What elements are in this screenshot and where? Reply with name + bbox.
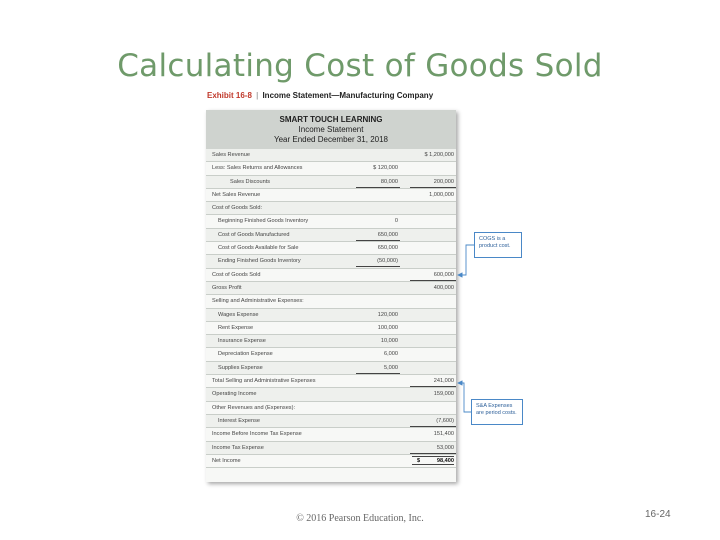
cogs-callout-arrow	[458, 245, 474, 275]
row-amount: 5,000	[358, 365, 398, 371]
row-label: Total Selling and Administrative Expenses	[212, 378, 316, 385]
row-amount: 650,000	[377, 245, 398, 252]
row-amount: 120,000	[377, 311, 398, 318]
row-total: (7,600)	[412, 418, 454, 424]
row-label: Operating Income	[212, 391, 257, 398]
row-label: Cost of Goods Manufactured	[218, 231, 290, 238]
row-label: Supplies Expense	[218, 364, 263, 371]
row-label: Beginning Finished Goods Inventory	[218, 218, 309, 225]
row-total: 1,000,000	[429, 191, 454, 198]
row-label: Cost of Goods Sold	[212, 271, 261, 278]
row-label: Ending Finished Goods Inventory	[218, 258, 301, 265]
row-total: 159,000	[433, 391, 454, 398]
row-label: Less: Sales Returns and Allowances	[212, 165, 303, 172]
row-amount: (50,000)	[358, 258, 398, 264]
row-label: Net Sales Revenue	[212, 191, 261, 198]
row-label: Income Before Income Tax Expense	[212, 431, 302, 438]
row-total: 241,000	[412, 378, 454, 384]
row-amount: $ 120,000	[373, 165, 398, 172]
row-amount: 6,000	[384, 351, 398, 358]
row-amount: 100,000	[377, 324, 398, 331]
row-total: 200,000	[412, 179, 454, 185]
row-label: Gross Profit	[212, 284, 242, 291]
row-label: Depreciation Expense	[218, 351, 273, 358]
row-amount: 0	[394, 218, 398, 225]
row-label: Rent Expense	[218, 324, 254, 331]
row-label: Selling and Administrative Expenses:	[212, 298, 304, 305]
row-total: $ 1,200,000	[424, 152, 454, 158]
row-dollar-sign: $	[417, 457, 421, 464]
copyright-footer: © 2016 Pearson Education, Inc.	[296, 513, 424, 524]
row-label: Insurance Expense	[218, 338, 266, 345]
statement-name: Income Statement	[298, 125, 364, 134]
row-label: Interest Expense	[218, 417, 260, 424]
callout-sga-period-costs: S&A Expenses are period costs.	[471, 399, 523, 425]
row-total: 98,400	[412, 456, 454, 465]
row-label: Sales Revenue	[212, 152, 250, 158]
sga-callout-arrow	[458, 383, 471, 412]
exhibit-title: Income Statement—Manufacturing Company	[262, 91, 434, 100]
row-amount: 650,000	[358, 232, 398, 238]
row-total: 400,000	[433, 284, 454, 291]
row-total: 600,000	[412, 272, 454, 278]
row-label: Income Tax Expense	[212, 444, 264, 451]
callout-cogs-product-cost: COGS is a product cost.	[474, 232, 522, 258]
page-number: 16-24	[645, 509, 671, 520]
statement-period: Year Ended December 31, 2018	[273, 135, 388, 144]
row-label: Cost of Goods Sold:	[212, 205, 263, 212]
exhibit-number: Exhibit 16-8	[207, 91, 252, 100]
row-label: Sales Discounts	[230, 178, 271, 185]
slide-title: Calculating Cost of Goods Sold	[117, 48, 603, 84]
company-name: SMART TOUCH LEARNING	[279, 115, 383, 124]
row-label: Wages Expense	[218, 311, 259, 318]
row-label: Net Income	[212, 457, 241, 464]
row-total: 53,000	[412, 445, 454, 451]
row-label: Cost of Goods Available for Sale	[218, 245, 299, 252]
row-amount: 80,000	[358, 179, 398, 185]
row-amount: 10,000	[380, 338, 398, 345]
row-total: 151,400	[433, 431, 454, 438]
row-label: Other Revenues and (Expenses):	[212, 404, 296, 411]
exhibit-separator: |	[256, 91, 259, 100]
